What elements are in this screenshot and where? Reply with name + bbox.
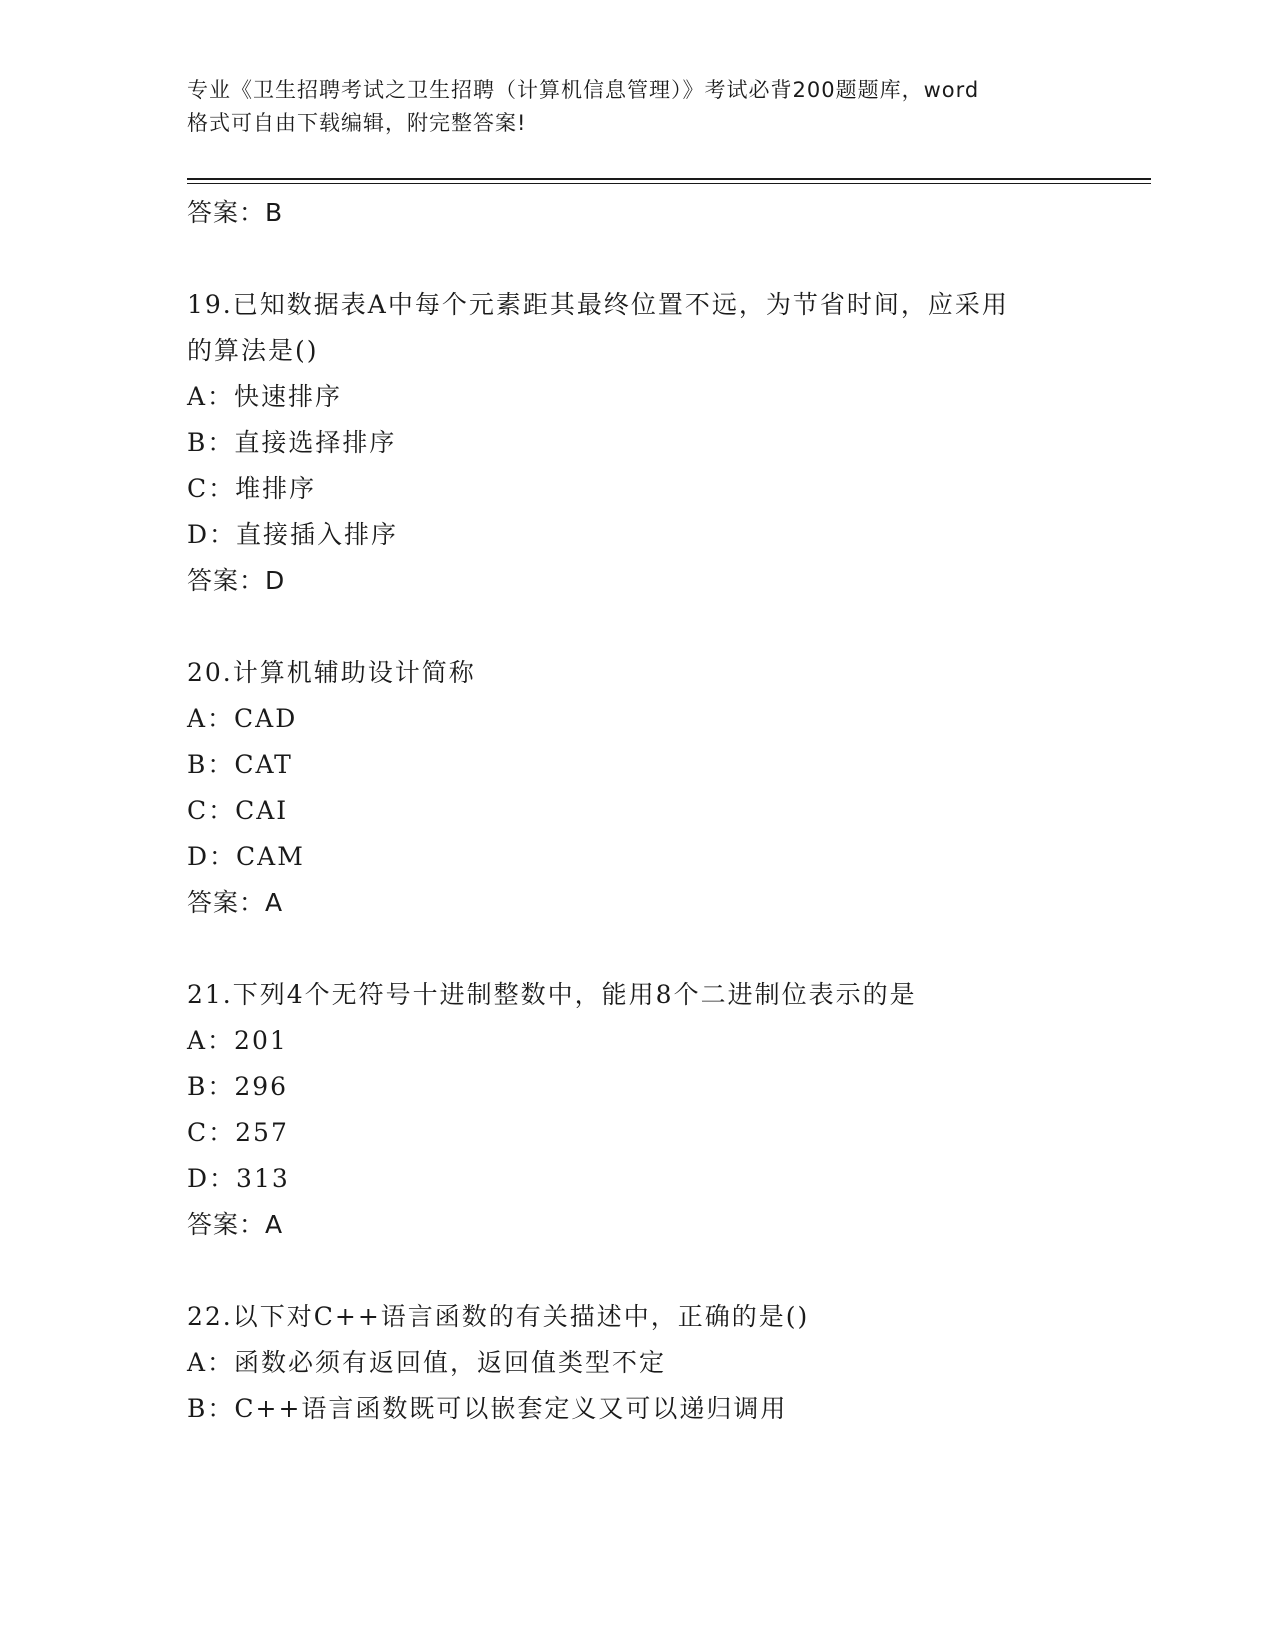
option-b: B：CAT (187, 750, 293, 779)
header-rule-thin (187, 183, 1151, 184)
option-c: C：CAI (187, 796, 289, 825)
question-stem: 20.计算机辅助设计简称 (187, 658, 476, 687)
question-20 (187, 650, 1087, 926)
question-22 (187, 1294, 1087, 1432)
option-a: A：CAD (187, 704, 298, 733)
question-stem: 22.以下对C++语言函数的有关描述中，正确的是() (187, 1302, 810, 1331)
header-line-1: 专业《卫生招聘考试之卫生招聘（计算机信息管理）》考试必背200题题库，word (187, 78, 980, 102)
spacer (187, 236, 1087, 282)
answer: 答案：A (187, 888, 284, 917)
spacer (187, 926, 1087, 972)
question-21 (187, 972, 1087, 1248)
option-c: C：堆排序 (187, 474, 317, 503)
header-line-2: 格式可自由下载编辑，附完整答案! (187, 111, 527, 135)
option-b: B：直接选择排序 (187, 428, 397, 457)
option-a: A：函数必须有返回值，返回值类型不定 (187, 1348, 667, 1377)
document-header (187, 74, 1087, 140)
question-stem: 的算法是() (187, 336, 319, 365)
answer: 答案：A (187, 1210, 284, 1239)
option-c: C：257 (187, 1118, 289, 1147)
previous-answer: 答案：B (187, 198, 284, 227)
header-rule-thick (187, 178, 1151, 180)
option-b: B：C++语言函数既可以嵌套定义又可以递归调用 (187, 1394, 788, 1423)
option-b: B：296 (187, 1072, 289, 1101)
spacer (187, 604, 1087, 650)
question-19 (187, 282, 1087, 604)
option-d: D：CAM (187, 842, 305, 871)
question-stem: 21.下列4个无符号十进制整数中，能用8个二进制位表示的是 (187, 980, 917, 1009)
option-a: A：201 (187, 1026, 288, 1055)
question-stem: 19.已知数据表A中每个元素距其最终位置不远，为节省时间，应采用 (187, 290, 1009, 319)
option-d: D：313 (187, 1164, 290, 1193)
option-d: D：直接插入排序 (187, 520, 399, 549)
spacer (187, 1248, 1087, 1294)
answer: 答案：D (187, 566, 286, 595)
option-a: A：快速排序 (187, 382, 343, 411)
question-content (187, 190, 1087, 1432)
